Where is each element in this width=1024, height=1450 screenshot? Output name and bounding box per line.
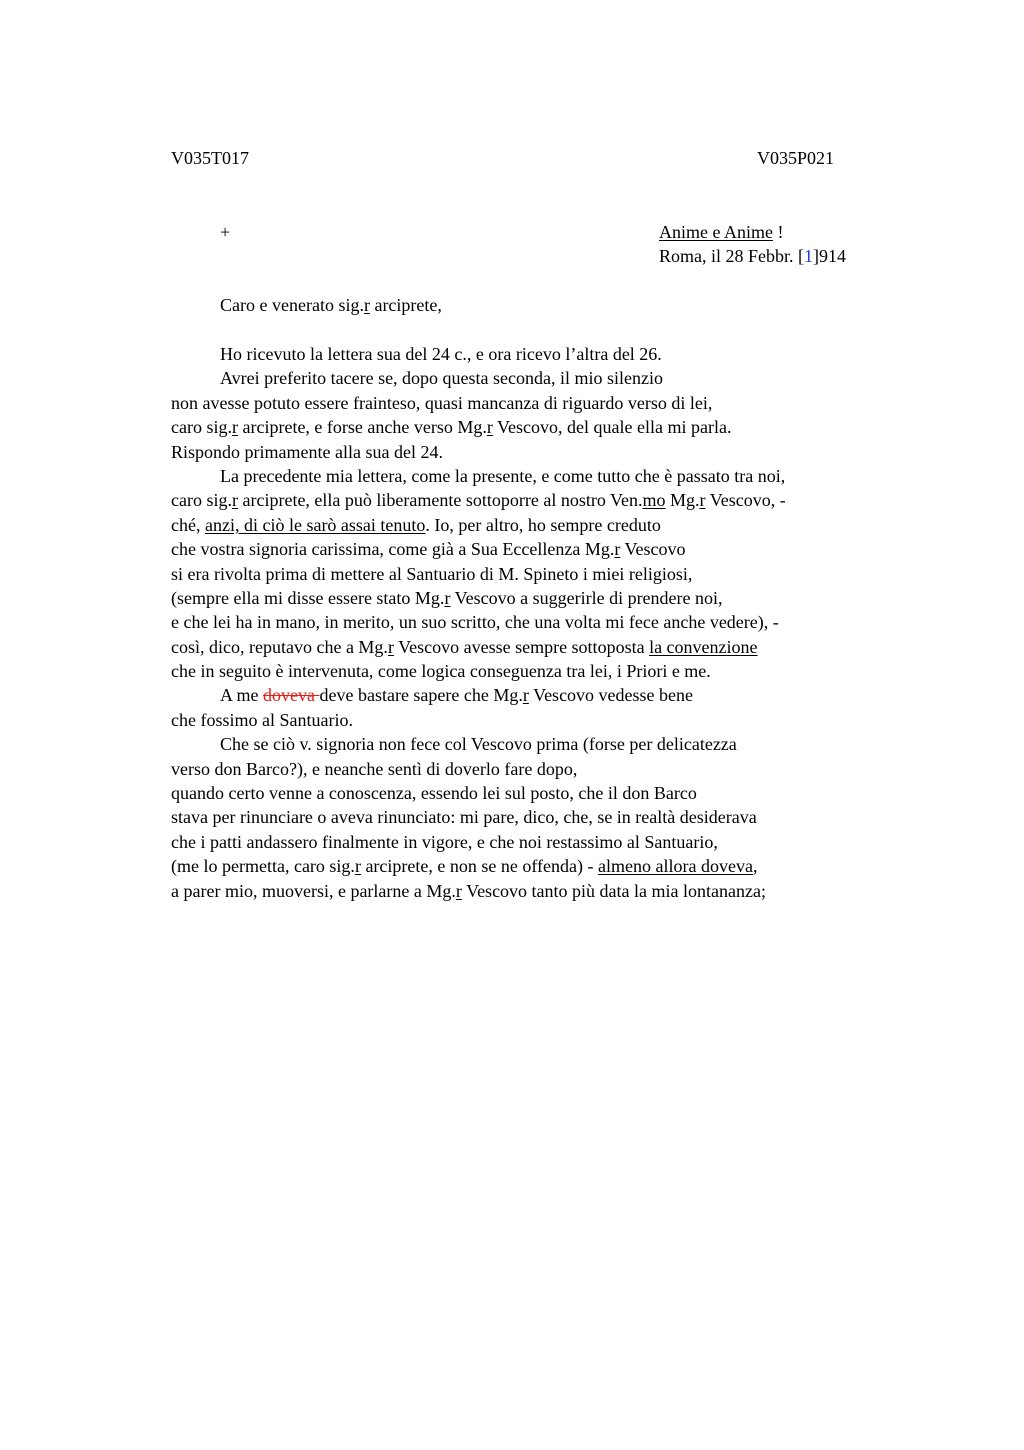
letter-line — [171, 586, 891, 610]
letter-line: che fossimo al Santuario. — [171, 709, 353, 730]
letter-line — [171, 635, 891, 659]
salutation-pre: Caro e venerato sig. — [220, 295, 364, 315]
underlined-phrase: la convenzione — [649, 636, 758, 657]
letter-line — [171, 488, 891, 512]
letter-line: stava per rinunciare o aveva rinunciato: mi pare, dico, che, se in realtà desiderava — [171, 807, 757, 828]
abbr-span: r — [354, 856, 361, 877]
text-span: Vescovo tanto più data la mia lontananza; — [461, 880, 766, 901]
text-span: a parer mio, muoversi, e parlarne a Mg. — [171, 880, 456, 901]
letter-line: verso don Barco?), e neanche sentì di doverlo fare dopo, — [171, 758, 578, 779]
letter-line: che in seguito è intervenuta, come logica conseguenza tra lei, i Priori e me. — [171, 661, 711, 682]
text-span: A me — [220, 685, 263, 706]
text-span: Vescovo, del quale ella mi parla. — [492, 417, 732, 438]
letter-line — [171, 879, 891, 903]
document-code-left: V035T017 — [171, 148, 249, 168]
abbr-span: r — [444, 587, 451, 608]
letter-line — [171, 415, 891, 439]
letter-line: quando certo venne a conoscenza, essendo lei sul posto, che il don Barco — [171, 783, 697, 804]
deleted-word: doveva — [263, 685, 320, 706]
text-span: Mg. — [665, 490, 700, 511]
salutation — [220, 293, 442, 317]
abbr-span: r — [486, 417, 493, 438]
cross-mark: + — [220, 222, 231, 242]
letter-line: e che lei ha in mano, in merito, un suo scritto, che una volta mi fece anche vedere), - — [171, 612, 779, 633]
text-span: arciprete, e non se ne offenda) - — [360, 856, 598, 877]
date-suffix: ]914 — [813, 246, 846, 266]
letter-line: Rispondo primamente alla sua del 24. — [171, 441, 443, 462]
underlined-phrase: almeno allora doveva — [598, 856, 753, 877]
document-code-right: V035P021 — [757, 148, 835, 168]
letter-line: non avesse potuto essere frainteso, quasi mancanza di riguardo verso di lei, — [171, 392, 713, 413]
abbr-span: r — [387, 636, 394, 657]
abbr-span: mo — [642, 490, 666, 511]
text-span: (me lo permetta, caro sig. — [171, 856, 355, 877]
text-span: caro sig. — [171, 417, 232, 438]
letter-line — [171, 537, 891, 561]
text-span: caro sig. — [171, 490, 232, 511]
letter-line: Ho ricevuto la lettera sua del 24 c., e ora ricevo l’altra del 26. — [220, 344, 662, 364]
text-span: che vostra signoria carissima, come già a Sua Eccellenza Mg. — [171, 539, 615, 560]
date-prefix: Roma, il 28 Febbr. [ — [659, 246, 804, 266]
text-span: ché, — [171, 514, 205, 535]
letter-line: che i patti andassero finalmente in vigore, e che noi restassimo al Santuario, — [171, 831, 718, 852]
text-span: arciprete, e forse anche verso Mg. — [237, 417, 487, 438]
letter-line: Avrei preferito tacere se, dopo questa seconda, il mio silenzio — [220, 368, 664, 389]
abbr-span: r — [699, 490, 706, 511]
letter-line: si era rivolta prima di mettere al Santuario di M. Spineto i miei religiosi, — [171, 563, 693, 584]
motto — [659, 220, 783, 244]
text-span: Vescovo, - — [705, 490, 786, 511]
letter-line: Che se ciò v. signoria non fece col Vescovo prima (forse per delicatezza — [220, 734, 737, 755]
text-span: Vescovo a suggerirle di prendere noi, — [450, 587, 723, 608]
motto-exclaim: ! — [772, 222, 784, 242]
text-span: arciprete, ella può liberamente sottoporre al nostro Ven. — [237, 490, 643, 511]
text-span: (sempre ella mi disse essere stato Mg. — [171, 587, 445, 608]
text-span: Vescovo — [620, 539, 686, 560]
text-span: Vescovo avesse sempre sottoposta — [393, 636, 650, 657]
salutation-abbr: r — [363, 295, 370, 315]
letter-body — [171, 342, 891, 903]
text-span: . Io, per altro, ho sempre creduto — [425, 514, 661, 535]
date-line — [659, 244, 846, 268]
abbr-span: r — [614, 539, 621, 560]
letter-line — [171, 854, 891, 878]
letter-line — [171, 683, 891, 707]
letter-line: La precedente mia lettera, come la presente, e come tutto che è passato tra noi, — [220, 465, 786, 486]
text-span: Vescovo vedesse bene — [528, 685, 694, 706]
abbr-span: r — [231, 417, 238, 438]
salutation-post: arciprete, — [369, 295, 442, 315]
date-bracket-digit: 1 — [804, 246, 813, 266]
abbr-span: r — [231, 490, 238, 511]
letter-line — [171, 513, 891, 537]
text-span: così, dico, reputavo che a Mg. — [171, 636, 388, 657]
motto-text: Anime e Anime — [659, 222, 773, 242]
text-span: , — [752, 856, 758, 877]
abbr-span: r — [455, 880, 462, 901]
underlined-phrase: anzi, di ciò le sarò assai tenuto — [204, 514, 426, 535]
text-span: deve bastare sapere che Mg. — [319, 685, 523, 706]
abbr-span: r — [522, 685, 529, 706]
